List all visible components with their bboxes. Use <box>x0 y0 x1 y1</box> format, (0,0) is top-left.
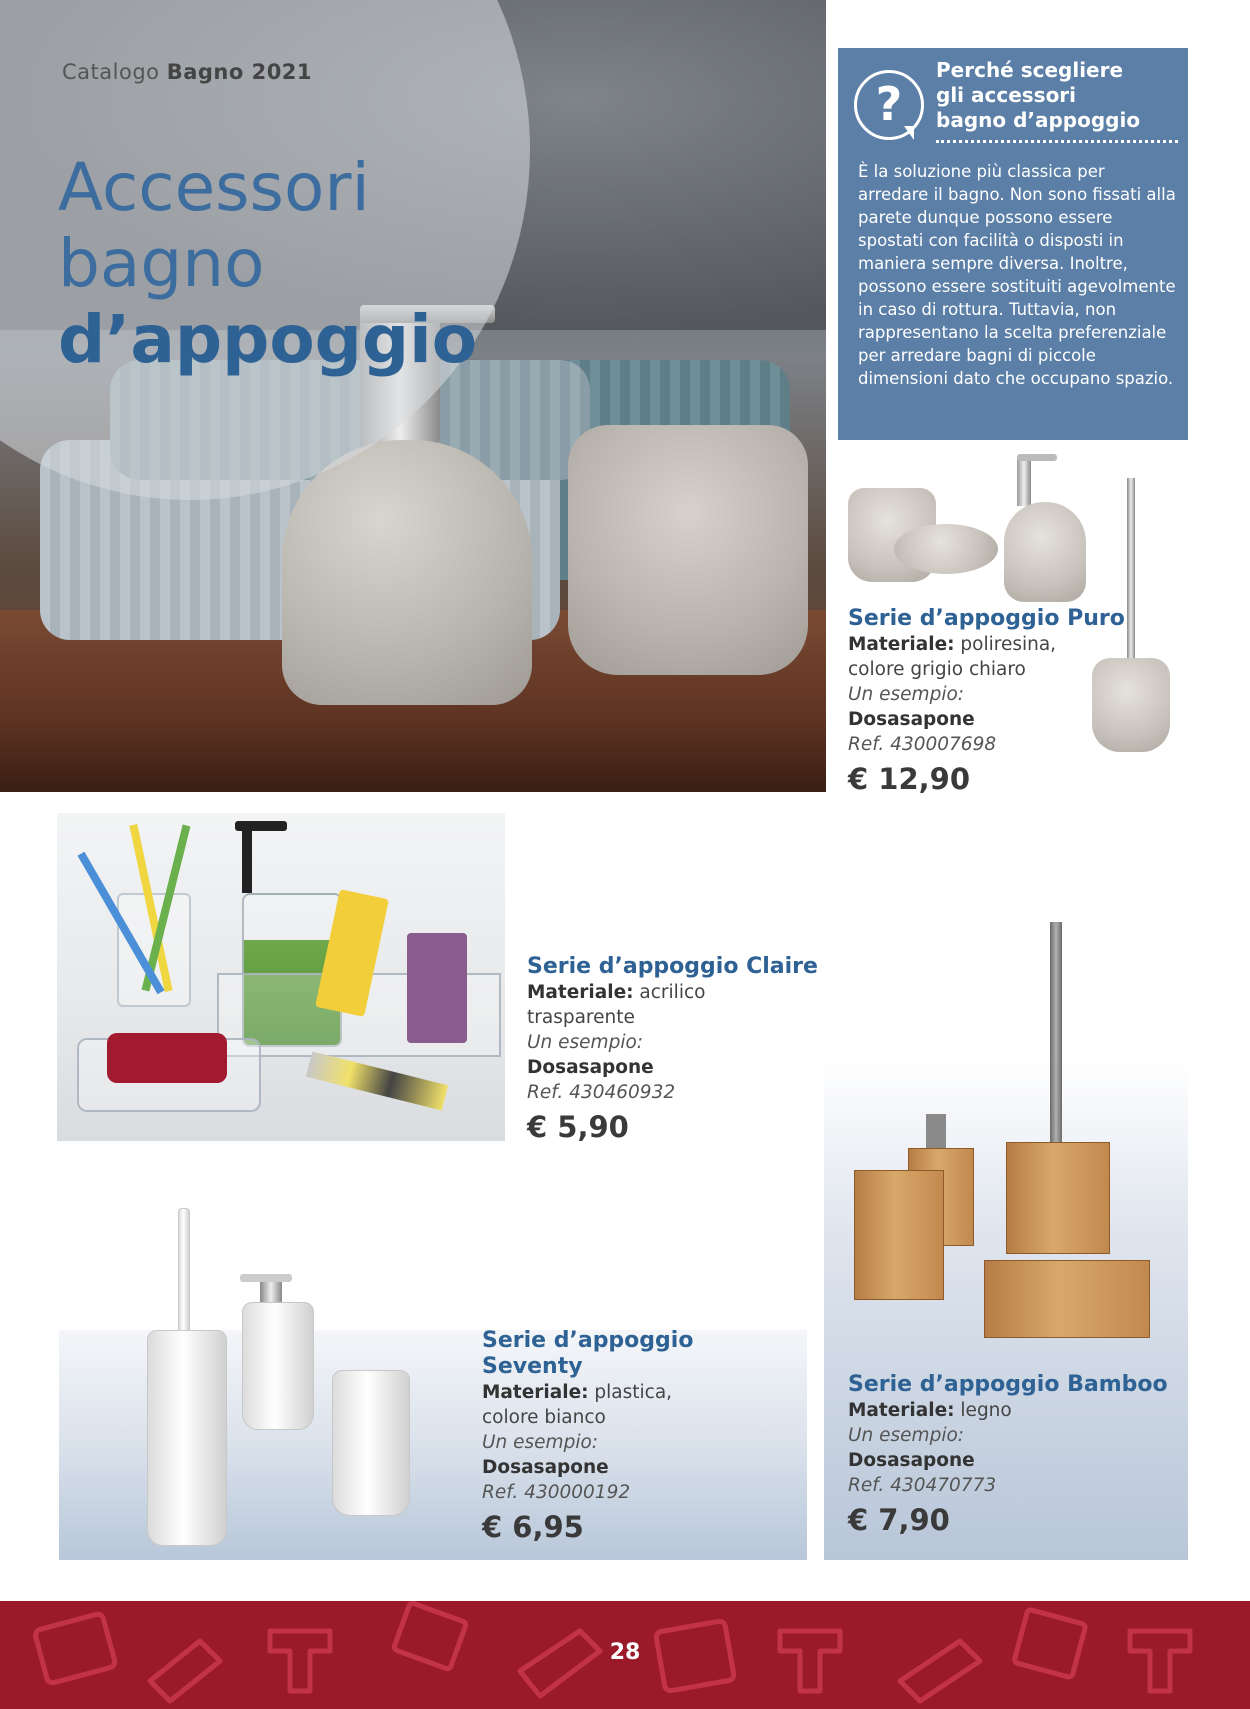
info-title-line1: Perché scegliere <box>936 58 1124 82</box>
example-item: Dosasapone <box>482 1457 609 1478</box>
page-title-line1: Accessori <box>58 149 370 226</box>
product-price: € 12,90 <box>848 762 971 796</box>
material-value: acrilico <box>639 982 706 1003</box>
product-material <box>848 632 1128 657</box>
seventy-tumbler <box>332 1370 410 1516</box>
catalog-label: Catalogo <box>62 60 160 84</box>
page-title <box>58 150 477 378</box>
puro-dispenser <box>1004 502 1086 602</box>
product-price: € 7,90 <box>848 1503 950 1537</box>
example-item: Dosasapone <box>527 1057 654 1078</box>
product-ref: Ref. 430470773 <box>848 1475 997 1496</box>
bamboo-brush-handle <box>1050 922 1062 1152</box>
page-title-line2: bagno <box>58 225 265 302</box>
speech-tail-icon <box>904 126 914 140</box>
example-label: Un esempio: <box>848 684 965 705</box>
hero-tumbler <box>568 425 808 675</box>
product-name: Serie d’appoggio Claire <box>527 954 818 979</box>
product-price: € 6,95 <box>482 1510 584 1544</box>
seventy-brush-handle <box>178 1208 190 1340</box>
product-material <box>527 980 827 1005</box>
info-title-line2: gli accessori <box>936 83 1077 107</box>
product-material-cont: colore bianco <box>482 1407 606 1428</box>
catalog-section: Bagno 2021 <box>166 60 313 84</box>
example-item: Dosasapone <box>848 1450 975 1471</box>
dotted-divider <box>936 140 1178 143</box>
example-label: Un esempio: <box>482 1432 599 1453</box>
material-label: Materiale: <box>482 1382 589 1403</box>
product-name-line2: Seventy <box>482 1354 583 1379</box>
bamboo-tumbler <box>854 1170 944 1300</box>
puro-pump <box>1017 456 1031 506</box>
hero-soap-dispenser <box>282 440 532 705</box>
product-name: Serie d’appoggio Puro <box>848 606 1125 631</box>
claire-soap-red <box>107 1033 227 1083</box>
page-title-line3: d’appoggio <box>58 301 478 378</box>
breadcrumb <box>62 60 312 84</box>
bamboo-pump <box>926 1114 946 1148</box>
seventy-dispenser <box>242 1302 314 1430</box>
product-material-cont: trasparente <box>527 1007 635 1028</box>
info-box-title <box>936 58 1176 133</box>
info-box-text: È la soluzione più classica per arredare il bagno. Non sono fissati alla parete dunque possono essere spostati con facilità o disposti in maniera sempre diversa. Inoltre, possono essere sostituiti agevolmente in caso di rottura. Tuttavia, non rappresentano la scelta preferenziale per arredare bagni di piccole dimensioni dato che occupano spazio. <box>858 162 1176 388</box>
bamboo-toilet-brush-holder <box>1006 1142 1110 1254</box>
material-value: legno <box>960 1400 1012 1421</box>
seventy-pump-nozzle <box>240 1274 292 1282</box>
puro-brush-handle <box>1127 478 1135 668</box>
bamboo-soap-dish <box>984 1260 1150 1338</box>
claire-pump-nozzle <box>235 821 287 831</box>
example-item: Dosasapone <box>848 709 975 730</box>
claire-product-photo <box>57 813 505 1141</box>
material-label: Materiale: <box>527 982 634 1003</box>
product-material-cont: colore grigio chiaro <box>848 659 1026 680</box>
material-value: poliresina, <box>960 634 1057 655</box>
claire-soap-purple <box>407 933 467 1043</box>
question-icon: ? <box>854 70 924 140</box>
claire-pump <box>242 823 252 893</box>
product-price: € 5,90 <box>527 1110 629 1144</box>
claire-toothpaste <box>306 1051 448 1110</box>
product-ref: Ref. 430460932 <box>527 1082 676 1103</box>
product-seventy <box>482 1328 782 1545</box>
puro-pump-nozzle <box>1017 454 1057 461</box>
product-ref: Ref. 430000192 <box>482 1482 631 1503</box>
example-label: Un esempio: <box>527 1032 644 1053</box>
page-number: 28 <box>609 1640 641 1665</box>
example-label: Un esempio: <box>848 1425 965 1446</box>
product-name: Serie d’appoggio Bamboo <box>848 1372 1168 1397</box>
puro-soap-dish <box>894 524 998 574</box>
product-puro <box>848 606 1128 797</box>
info-title-line3: bagno d’appoggio <box>936 108 1141 132</box>
product-bamboo <box>848 1372 1178 1538</box>
product-claire <box>527 954 827 1145</box>
material-value: plastica, <box>594 1382 673 1403</box>
product-material <box>848 1398 1178 1423</box>
product-ref: Ref. 430007698 <box>848 734 997 755</box>
product-name-line1: Serie d’appoggio <box>482 1328 694 1353</box>
material-label: Materiale: <box>848 634 955 655</box>
product-material <box>482 1380 782 1405</box>
seventy-toilet-brush-holder <box>147 1330 227 1546</box>
info-box <box>838 48 1188 440</box>
material-label: Materiale: <box>848 1400 955 1421</box>
